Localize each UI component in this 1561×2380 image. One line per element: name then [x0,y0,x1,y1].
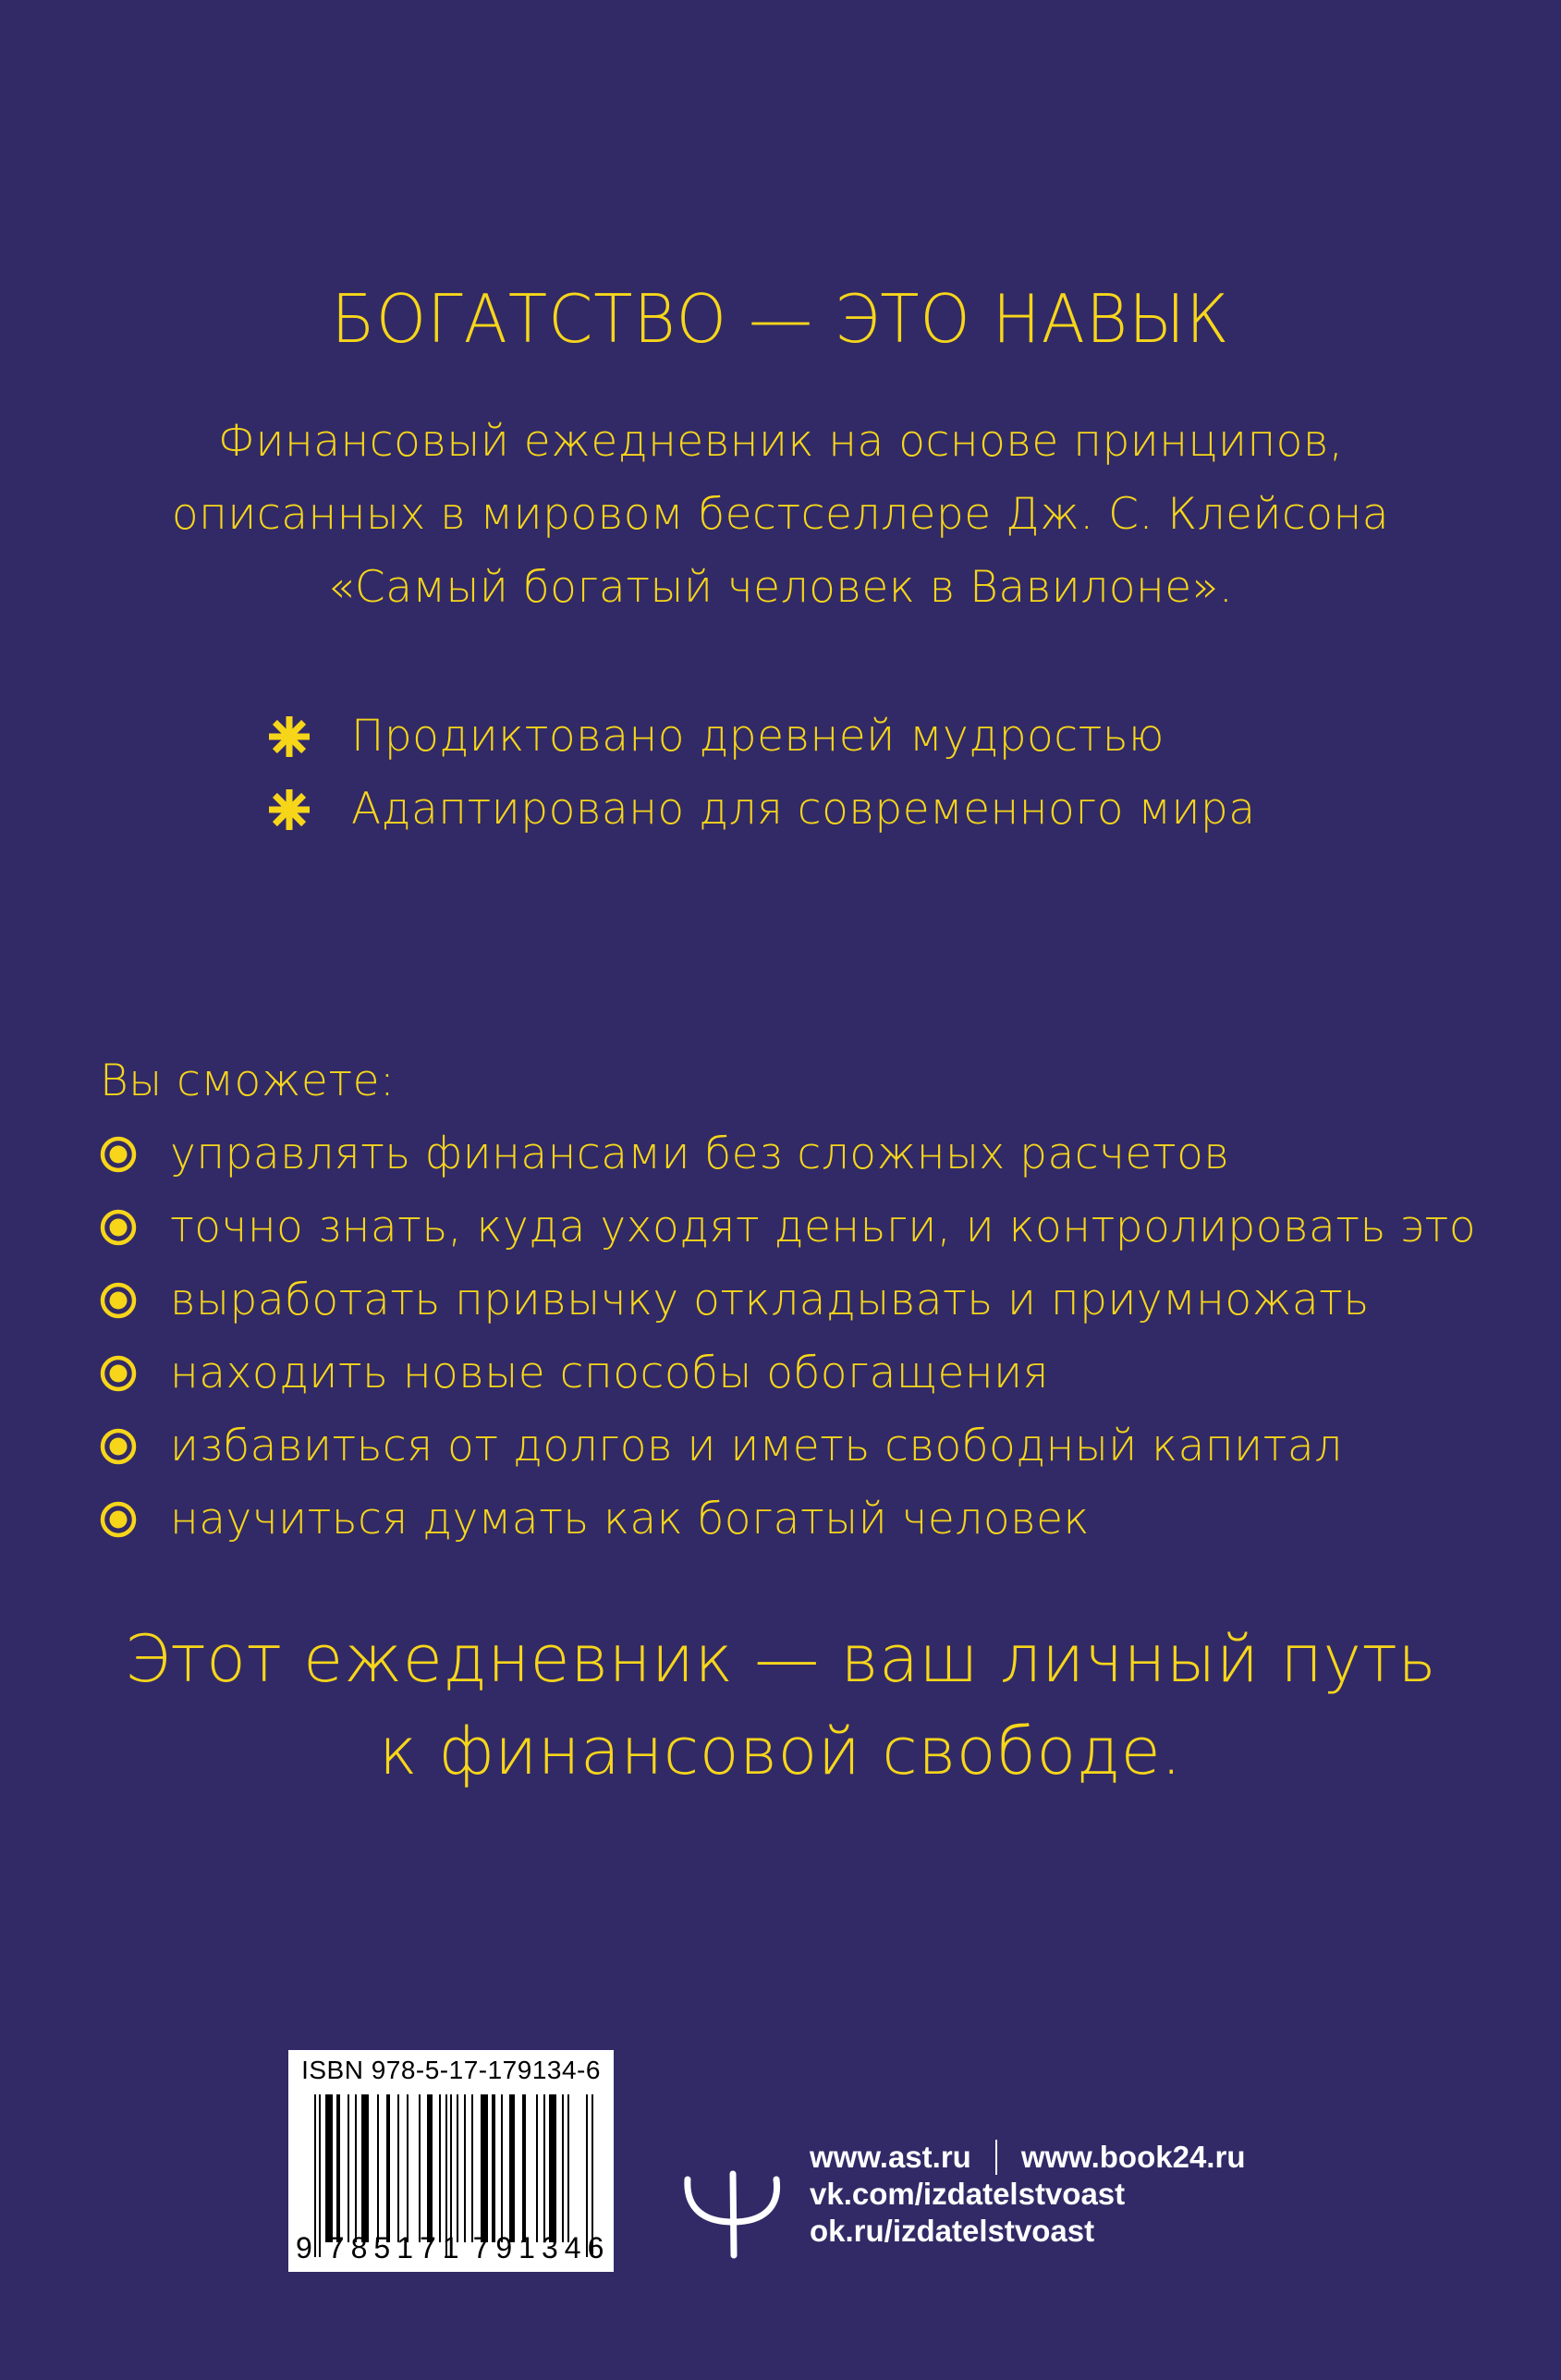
feature-text: Продиктовано древней мудростью [351,711,1165,762]
links-row-websites [810,2139,1245,2176]
benefit-item [100,1263,1476,1336]
link-book24[interactable]: www.book24.ru [1020,2140,1246,2174]
subtitle-line: описанных в мировом бестселлере Дж. С. Клейсона [171,489,1390,540]
closing-line: Этот ежедневник — ваш личный путь [124,1621,1437,1697]
target-bullet-icon [100,1428,137,1465]
target-bullet-icon [100,1282,137,1319]
target-bullet-icon [100,1355,137,1392]
benefit-text: точно знать, куда уходят деньги, и контролировать это [170,1202,1477,1252]
features-list [268,700,1256,846]
benefit-text: избавиться от долгов и иметь свободный капитал [170,1421,1343,1471]
link-ast[interactable]: www.ast.ru [810,2140,971,2174]
closing-line: к финансовой свободе. [379,1714,1182,1789]
subtitle-line: «Самый богатый человек в Вавилоне». [327,562,1234,613]
barcode-first-digit: 9 [296,2231,319,2264]
feature-item [268,773,1256,846]
barcode-right-digits: 791346 [472,2231,611,2264]
target-bullet-icon [100,1136,137,1173]
benefit-text: выработать привычку откладывать и приумножать [170,1275,1370,1325]
target-bullet-icon [100,1209,137,1246]
benefit-item [100,1117,1476,1190]
link-separator [995,2140,997,2175]
benefit-text: находить новые способы обогащения [170,1348,1049,1398]
benefit-item [100,1410,1476,1483]
links-row-ok [810,2213,1245,2250]
closing-statement [0,1613,1561,1798]
barcode-digits [296,2231,610,2264]
asterisk-icon [268,788,311,831]
barcode-left-digits: 785171 [327,2231,466,2264]
isbn-barcode [288,2050,614,2272]
feature-text: Адаптировано для современного мира [351,784,1256,835]
link-vk[interactable]: vk.com/izdatelstvoast [810,2177,1126,2211]
links-row-vk [810,2176,1245,2213]
target-bullet-icon [100,1501,137,1538]
benefits-title: Вы сможете: [100,1056,396,1106]
benefit-text: научиться думать как богатый человек [170,1494,1090,1544]
benefit-item [100,1483,1476,1556]
subtitle-line: Финансовый ежедневник на основе принципов, [217,416,1344,467]
feature-item [268,700,1256,773]
publisher-links [810,2139,1245,2250]
benefit-item [100,1190,1476,1263]
benefit-item [100,1336,1476,1410]
asterisk-icon [268,715,311,758]
link-ok[interactable]: ok.ru/izdatelstvoast [810,2214,1095,2248]
benefits-section [100,1044,1476,1556]
isbn-label: ISBN 978-5-17-179134-6 [301,2056,601,2084]
headline: БОГАТСТВО — ЭТО НАВЫК [331,280,1230,358]
psi-logo-icon [682,2163,784,2259]
subtitle [0,405,1561,624]
benefit-text: управлять финансами без сложных расчетов [170,1129,1230,1179]
